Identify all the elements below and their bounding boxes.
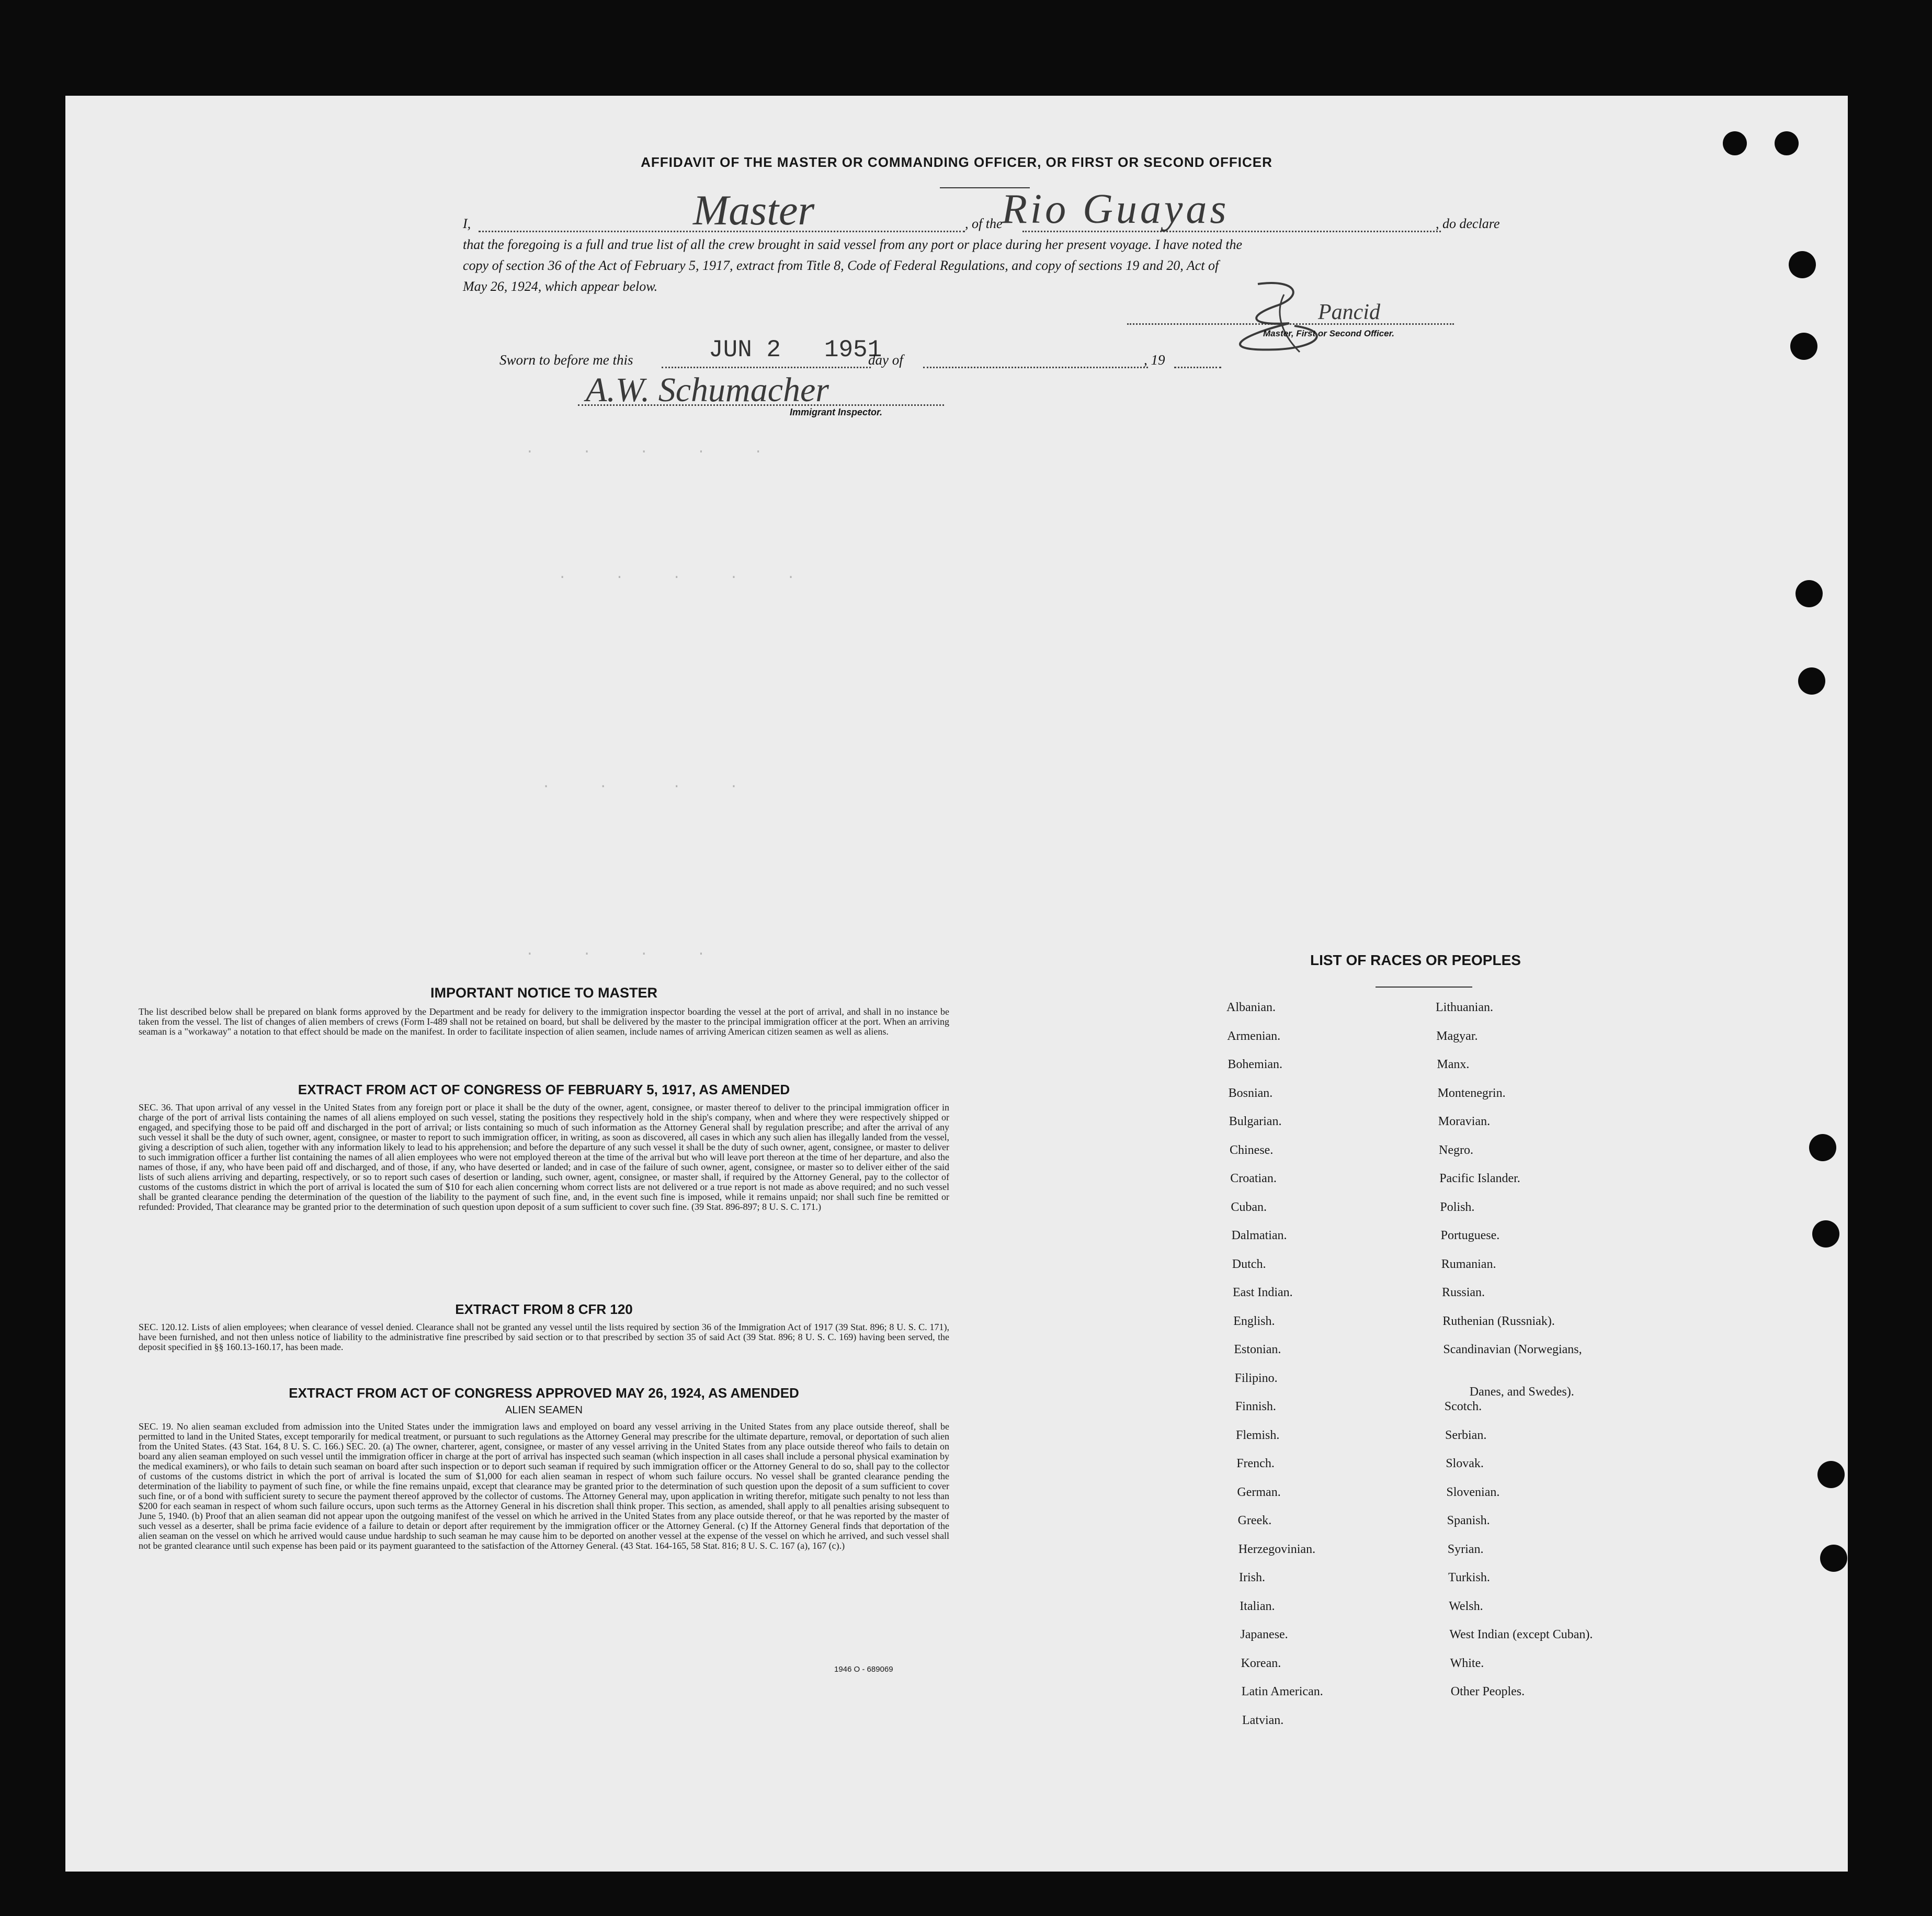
race-item-left: English. [1233, 1314, 1275, 1328]
race-item-left: Finnish. [1235, 1400, 1276, 1413]
master-signature-flourish [1216, 274, 1352, 362]
punch-hole [1790, 333, 1817, 360]
master-signature: Pancid [1318, 300, 1380, 324]
punch-hole [1723, 131, 1747, 155]
rank-handwritten: Master [693, 186, 815, 234]
race-item-right: Pacific Islander. [1439, 1172, 1520, 1185]
extract-cfr-title: EXTRACT FROM 8 CFR 120 [455, 1301, 633, 1317]
race-item-left: Flemish. [1236, 1428, 1280, 1442]
race-item-left: Latvian. [1242, 1713, 1284, 1727]
inspector-line [578, 404, 944, 406]
race-item-left: Herzegovinian. [1238, 1542, 1316, 1556]
punch-hole [1820, 1545, 1847, 1572]
print-code: 1946 O - 689069 [834, 1665, 893, 1674]
race-item-left: Dalmatian. [1231, 1229, 1287, 1242]
races-title-underline [1376, 987, 1472, 988]
race-item-left: Bulgarian. [1229, 1115, 1282, 1128]
race-item-left: Croatian. [1230, 1172, 1277, 1185]
punch-hole [1817, 1461, 1845, 1488]
vessel-handwritten: Rio Guayas [1002, 186, 1230, 232]
sworn-date-stamp: JUN 2 1951 [709, 336, 882, 364]
month-line [923, 367, 1148, 368]
show-through-marks: . . . . [526, 943, 706, 959]
extract-1924-subtitle: ALIEN SEAMEN [505, 1404, 583, 1416]
affidavit-line-2: that the foregoing is a full and true list of all the crew brought in said vessel from any port or place during her present voyage. I have noted the [463, 237, 1242, 252]
race-item-left: East Indian. [1233, 1286, 1293, 1299]
race-item-left: Irish. [1239, 1571, 1265, 1584]
race-item-right: Ruthenian (Russniak). [1442, 1314, 1555, 1328]
show-through-marks: . . . . [526, 776, 738, 791]
notice-title: IMPORTANT NOTICE TO MASTER [430, 985, 657, 1001]
punch-hole [1812, 1220, 1839, 1248]
race-item-right: Portuguese. [1440, 1229, 1500, 1242]
race-item-right: Syrian. [1447, 1542, 1484, 1556]
race-item-right: West Indian (except Cuban). [1449, 1628, 1593, 1641]
race-item-left: Greek. [1237, 1514, 1272, 1527]
race-item-right: Montenegrin. [1437, 1086, 1506, 1100]
race-item-right: Scandinavian (Norwegians, [1443, 1343, 1582, 1356]
extract-1924-title: EXTRACT FROM ACT OF CONGRESS APPROVED MAY 26, 1924, AS AMENDED [289, 1385, 799, 1401]
race-item-right: Lithuanian. [1436, 1001, 1493, 1014]
race-item-right: White. [1450, 1656, 1484, 1670]
race-item-left: German. [1237, 1485, 1281, 1499]
affidavit-do-declare: , do declare [1436, 216, 1500, 231]
affidavit-i: I, [463, 216, 471, 231]
race-item-left: Estonian. [1234, 1343, 1281, 1356]
race-item-right: Other Peoples. [1450, 1685, 1525, 1698]
punch-hole [1789, 251, 1816, 278]
affidavit-title: AFFIDAVIT OF THE MASTER OR COMMANDING OFFICER, OR FIRST OR SECOND OFFICER [641, 154, 1272, 170]
affidavit-of-the: , of the [965, 216, 1003, 231]
race-item-left: Armenian. [1227, 1029, 1281, 1043]
sworn-date-line [662, 367, 871, 368]
affidavit-line-4: May 26, 1924, which appear below. [463, 279, 658, 294]
race-item-right: Welsh. [1449, 1599, 1483, 1613]
race-item-right: Scotch. [1444, 1400, 1482, 1413]
show-through-marks: . . . . . [526, 566, 795, 582]
race-item-left: Albanian. [1226, 1001, 1276, 1014]
race-item-right: Turkish. [1448, 1571, 1490, 1584]
race-item-left: French. [1236, 1457, 1275, 1470]
signature-caption: Master, First or Second Officer. [1263, 328, 1394, 338]
extract-1917-title: EXTRACT FROM ACT OF CONGRESS OF FEBRUARY 5, 1917, AS AMENDED [298, 1082, 790, 1097]
race-item-right: Manx. [1437, 1058, 1470, 1071]
race-item-left: Bosnian. [1228, 1086, 1273, 1100]
show-through-marks: . . . . . [526, 441, 763, 457]
inspector-caption: Immigrant Inspector. [790, 407, 883, 417]
punch-hole [1795, 580, 1823, 607]
race-item-left: Japanese. [1240, 1628, 1288, 1641]
inspector-signature: A.W. Schumacher [586, 371, 829, 409]
race-item-right: Slovak. [1446, 1457, 1484, 1470]
extract-1924-body: SEC. 19. No alien seaman excluded from admission into the United States under the immigration laws and employed on board any vessel arriving in the United States from any place outside thereof, shall be permitted to land in the United States, except temporarily for medical treatment, or pursuant to such regulations as the Attorney General may prescribe for the ultimate departure, removal, or deportation of such alien from the United States. (43 Stat. 164, 8 U. S. C. 166.) SEC. 20. (a) The owner, charterer, agent, consignee, or master of any vessel arriving in the United States from any place outside thereof who fails to detain on board any alien seaman employed on such vessel until the immigration officer in charge at the port of arrival has inspected such seaman (which inspection in all cases shall include a personal physical examination by the medical examiners), or who fails to detain such seaman on board after such inspection or to deport such seaman if required by such immigration officer or the Attorney General to do so, shall pay to the collector of customs of the customs district in which the port of arrival is located the sum of $1,000 for each alien seaman in respect of whom such failure occurs. No vessel shall be granted clearance pending the determination of the liability to payment of such fine, or while the fine remains unpaid, except that clearance may be granted prior to the determination of such question upon the deposit of a sum sufficient to cover such fine, or of a bond with sufficient surety to secure the payment thereof approved by the collector of customs. The Attorney General may, upon application in writing therefor, mitigate such penalty to not less than $200 for each seaman in respect of whom such failure occurs, upon such terms as the Attorney General in his discretion shall think proper. This section, as amended, shall apply to all penalties arising subsequent to June 5, 1940. (b) Proof that an alien seaman did not appear upon the outgoing manifest of the vessel on which he arrived in the United States from any place outside thereof, or that he was reported by the master of such vessel as a deserter, shall be prima facie evidence of a failure to detain or deport after requirement by the immigration officer or the Attorney General. (c) If the Attorney General finds that deportation of the alien seaman on the vessel on which he arrived would cause undue hardship to such seaman he may cause him to be deported on another vessel at the expense of the vessel on which he arrived, and such vessel shall not be granted clearance until such expense has been paid or its payment guaranteed to the satisfaction of the Attorney General. (43 Stat. 164-165, 58 Stat. 816; 8 U. S. C. 167 (a), 167 (c).) [139, 1421, 949, 1551]
extract-cfr-body: SEC. 120.12. Lists of alien employees; when clearance of vessel denied. Clearance shall not be granted any vessel until the lists required by section 36 of the Immigration Act of 1917 (39 Stat. 896; 8 U. S. C. 171), have been furnished, and not then unless notice of liability to the administrative fine prescribed by said section or to that prescribed by section 35 of said Act (39 Stat. 896; 8 U. S. C. 169) having been served, the deposit specified in §§ 160.13-160.17, has been made. [139, 1322, 949, 1352]
day-of: day of [868, 352, 903, 368]
races-title: LIST OF RACES OR PEOPLES [1310, 952, 1521, 968]
extract-1917-body: SEC. 36. That upon arrival of any vessel in the United States from any foreign port or place it shall be the duty of the owner, agent, consignee, or master thereof to deliver to the principal immigration officer in charge of the port of arrival lists containing the names of all aliens employed on such vessel, stating the positions they respectively hold in the ship's company, when and where they were respectively shipped or engaged, and specifying those to be paid off and discharged in the port of arrival; or lists containing so much of such information as the Attorney General shall by regulation prescribe; and after the arrival of any such vessel it shall be the duty of such owner, agent, consignee, or master to report to such immigration officer, in writing, as soon as discovered, all cases in which any such alien has illegally landed from the vessel, giving a description of such alien, together with any information likely to lead to his apprehension; and before the departure of any such vessel it shall be the duty of such owner, agent, consignee, or master to deliver to such immigration officer a further list containing the names of all alien employees who were not employed thereon at the time of the arrival but who will leave port thereon at the time of her departure, and also the names of those, if any, who have been paid off and discharged, and of those, if any, who have deserted or landed; and in case of the failure of such owner, agent, consignee, or master so to deliver either of the said lists of such aliens arriving and departing, respectively, or so to report such cases of desertion or landing, such owner, agent, consignee, or master shall, if required by the Attorney General, pay to the collector of customs of the customs district in which the port of arrival is located the sum of $10 for each alien concerning whom correct lists are not delivered or a true report is not made as above required; and no such vessel shall be granted clearance pending the determination of the question of the liability to the payment of such fine, and, in the event such fine is imposed, while it remains unpaid; nor shall such fine be remitted or refunded: Provided, That clearance may be granted prior to the determination of such question upon deposit of a sum sufficient to cover such fine. (39 Stat. 896-897; 8 U. S. C. 171.) [139, 1102, 949, 1212]
race-item-right: Spanish. [1447, 1514, 1490, 1527]
race-item-left: Chinese. [1230, 1143, 1274, 1157]
race-item-right: Polish. [1440, 1200, 1475, 1214]
race-item-right: Moravian. [1438, 1115, 1491, 1128]
race-item-right: Slovenian. [1446, 1485, 1500, 1499]
race-item-right: Magyar. [1436, 1029, 1478, 1043]
race-item-left: Italian. [1240, 1599, 1275, 1613]
race-item-left: Filipino. [1234, 1371, 1278, 1385]
race-item-left: Dutch. [1232, 1257, 1266, 1271]
race-item-right: Russian. [1442, 1286, 1485, 1299]
race-item-right: Serbian. [1445, 1428, 1487, 1442]
year-line [1174, 367, 1221, 368]
affidavit-line-3: copy of section 36 of the Act of February 5, 1917, extract from Title 8, Code of Federal Regulations, and copy of sections 19 and 20, Act of [463, 258, 1219, 273]
year-prefix: , 19 [1144, 352, 1165, 368]
punch-hole [1809, 1134, 1836, 1161]
race-item-left: Cuban. [1231, 1200, 1267, 1214]
race-item-right: Negro. [1439, 1143, 1473, 1157]
document-sheet [65, 96, 1848, 1872]
race-item-right: Danes, and Swedes). [1469, 1385, 1574, 1399]
punch-hole [1798, 667, 1825, 695]
race-item-right: Rumanian. [1441, 1257, 1496, 1271]
notice-body: The list described below shall be prepared on blank forms approved by the Department and be ready for delivery to the immigration inspector boarding the vessel at the port of arrival, and shall in no instance be taken from the vessel. The list of changes of alien members of crews (Form I-489 shall not be retained on board, but shall be delivered by the master to the principal immigration officer at the port. When an arriving seaman is a "workaway" a notation to that effect should be made on the manifest. In order to facilitate inspection of alien seamen, include names of arriving American citizen seamen as well as aliens. [139, 1006, 949, 1037]
sworn-text: Sworn to before me this [499, 352, 633, 368]
race-item-left: Latin American. [1241, 1685, 1323, 1698]
race-item-left: Bohemian. [1228, 1058, 1283, 1071]
punch-hole [1775, 131, 1799, 155]
race-item-left: Korean. [1241, 1656, 1281, 1670]
